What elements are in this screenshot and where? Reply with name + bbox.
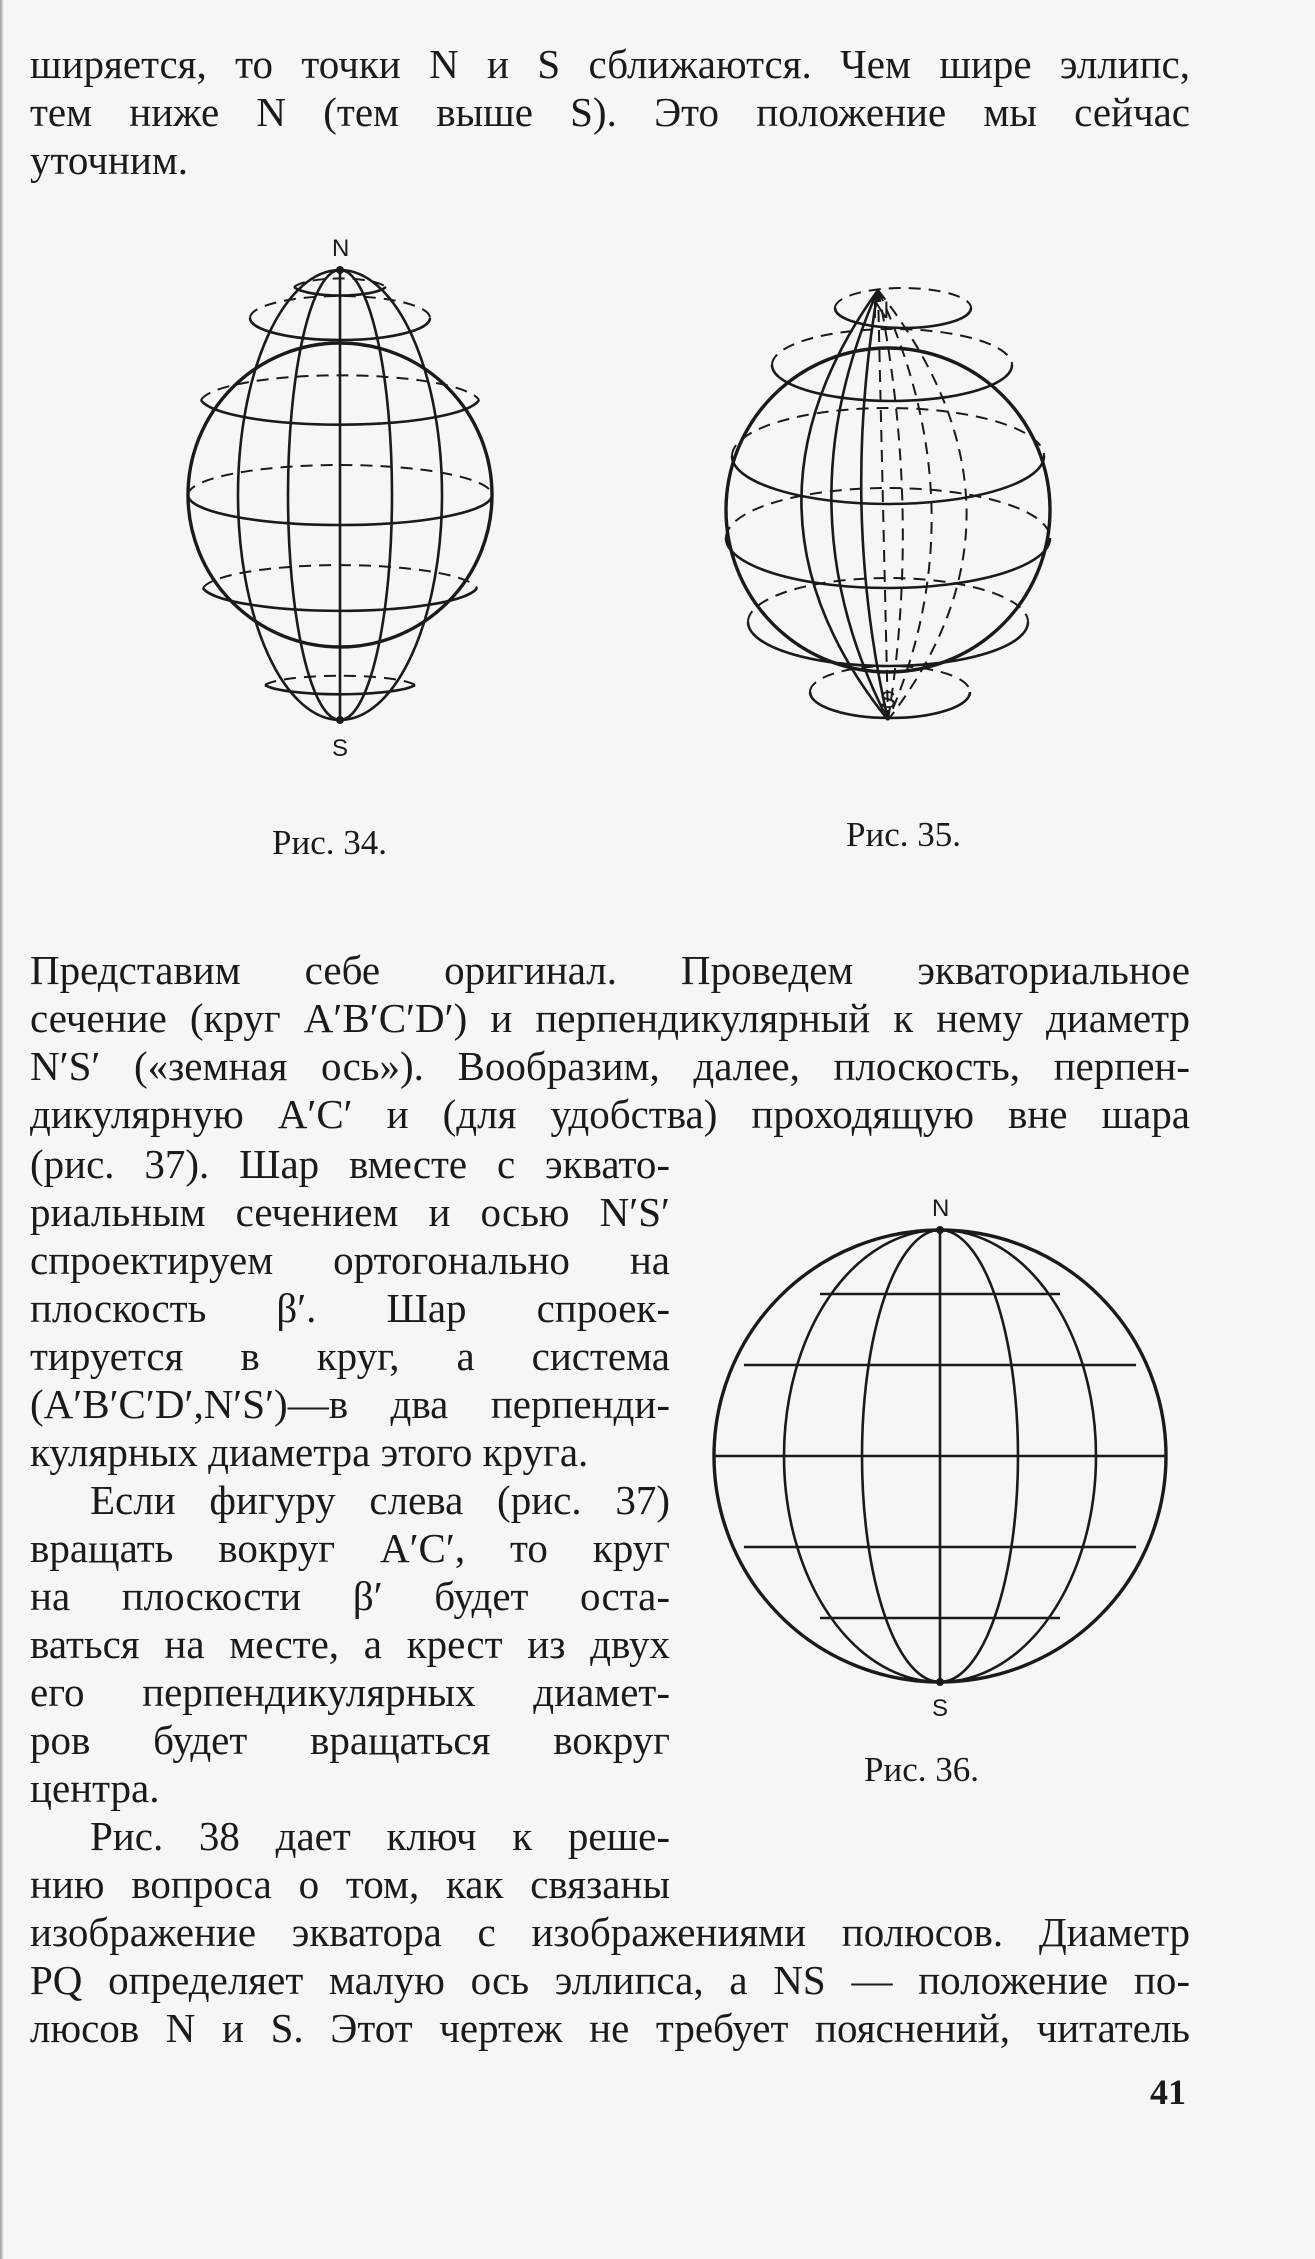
text-line: N′S′ («земная ось»). Вообразим, далее, плоскость, перпен- [30, 1043, 1190, 1089]
text-line: центра. [30, 1765, 160, 1811]
fig36-label-n: N [932, 1195, 950, 1222]
fig34-label-n: N [332, 235, 350, 262]
text-line: Если фигуру слева (рис. 37) [90, 1477, 670, 1523]
figure-35-caption: Рис. 35. [846, 815, 961, 854]
fig35-outline [726, 348, 1050, 672]
text-line: тем ниже N (тем выше S). Это положение мы сейчас [30, 89, 1190, 135]
figure-34-sphere [115, 230, 565, 762]
text-line: вращать вокруг A′C′, то круг [30, 1525, 670, 1571]
fig36-label-s: S [932, 1695, 949, 1722]
text-line: кулярных диаметра этого круга. [30, 1429, 589, 1475]
fig34-pole-n [336, 266, 344, 274]
fig36-pole-n [936, 1226, 944, 1234]
fig36-pole-s [936, 1678, 944, 1686]
text-line: ваться на месте, а крест из двух [30, 1621, 670, 1667]
text-line: ширяется, то точки N и S сближаются. Чем шире эллипс, [30, 41, 1190, 87]
figure-36-caption: Рис. 36. [864, 1750, 979, 1789]
figure-34-caption: Рис. 34. [272, 823, 387, 862]
text-line: риальным сечением и осью N′S′ [30, 1189, 670, 1235]
text-line: нию вопроса о том, как связаны [30, 1861, 670, 1907]
fig34-label-s: S [332, 735, 349, 762]
figure-36-sphere [710, 1190, 1170, 1720]
text-line: PQ определяет малую ось эллипса, а NS — положение по- [30, 1957, 1190, 2003]
text-line: его перпендикулярных диамет- [30, 1669, 670, 1715]
text-line: спроектируем ортогонально на [30, 1237, 670, 1283]
text-line: сечение (круг A′B′C′D′) и перпендикулярный к нему диаметр [30, 995, 1190, 1041]
fig35-label-s: S [880, 687, 897, 714]
fig34-pole-s [336, 716, 344, 724]
text-line: изображение экватора с изображениями полюсов. Диаметр [30, 1909, 1190, 1955]
page-edge [0, 0, 4, 2259]
text-line: ров будет вращаться вокруг [30, 1717, 670, 1763]
text-line: люсов N и S. Этот чертеж не требует пояснений, читатель [30, 2005, 1190, 2051]
text-line: тируется в круг, а система [30, 1333, 670, 1379]
text-line: дикулярную A′C′ и (для удобства) проходящую вне шара [30, 1091, 1190, 1137]
text-line: плоскость β′. Шар спроек- [30, 1285, 670, 1331]
text-line: (рис. 37). Шар вместе с эквато- [30, 1141, 670, 1187]
figure-35-sphere [660, 260, 1120, 760]
fig34-meridians [238, 270, 442, 720]
text-line: (A′B′C′D′,N′S′)—в два перпенди- [30, 1381, 670, 1427]
fig35-label-n: N [872, 297, 890, 324]
text-line: уточним. [30, 137, 189, 183]
page-number: 41 [1150, 2072, 1186, 2112]
text-line: Представим себе оригинал. Проведем экваториальное [30, 947, 1190, 993]
text-line: на плоскости β′ будет оста- [30, 1573, 670, 1619]
text-line: Рис. 38 дает ключ к реше- [90, 1813, 670, 1859]
